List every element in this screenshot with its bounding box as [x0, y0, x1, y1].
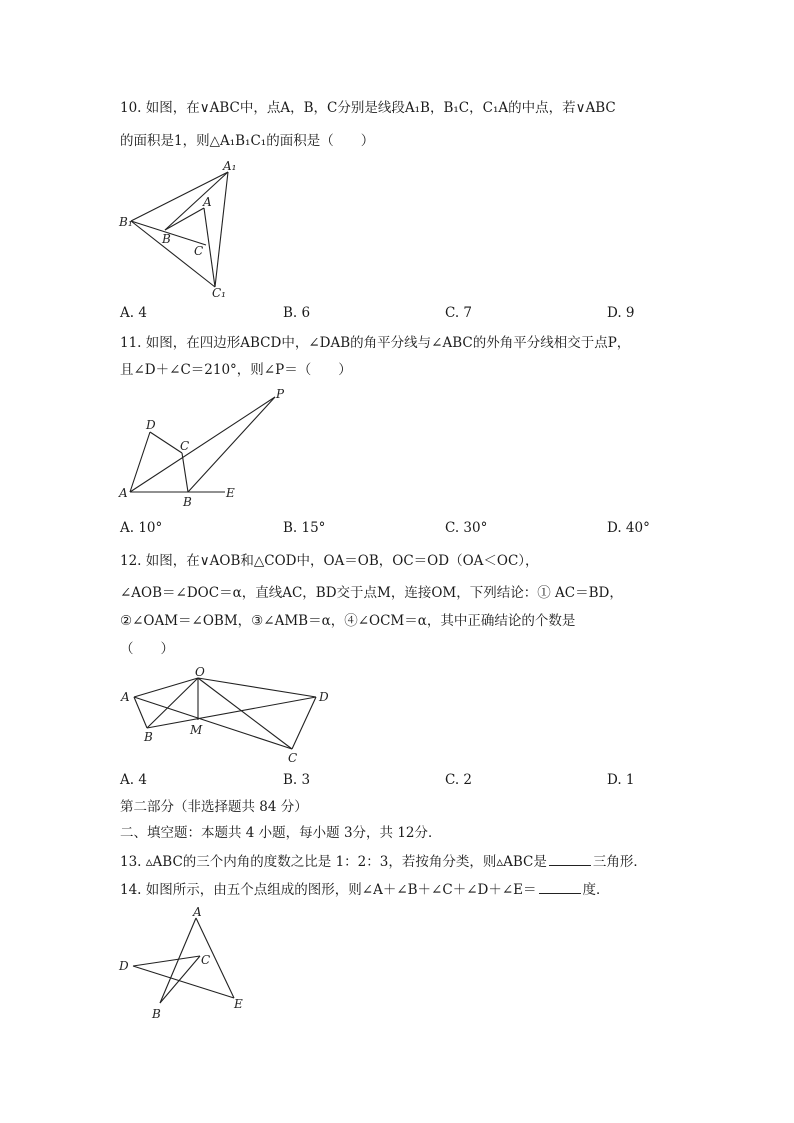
- q12-option-c[interactable]: C. 2: [445, 772, 473, 788]
- q14-stem: [120, 879, 610, 900]
- q12-label-O: O: [195, 665, 205, 679]
- q14-text-after: 度．: [582, 882, 610, 898]
- q14-label-A: A: [193, 905, 202, 919]
- section-fill-in-heading: 二、填空题：本题共 4 小题，每小题 3分，共 12分．: [120, 825, 442, 841]
- q12-stem-line3: ②∠OAM＝∠OBM，③∠AMB＝α，④∠OCM＝α，其中正确结论的个数是: [120, 613, 576, 629]
- q14-answer-blank[interactable]: [539, 879, 581, 894]
- q13-text-after: 三角形．: [592, 854, 647, 870]
- q14-text-before: 14. 如图所示，由五个点组成的图形，则∠A＋∠B＋∠C＋∠D＋∠E＝: [120, 882, 537, 898]
- q12-option-a[interactable]: A. 4: [120, 772, 147, 788]
- q11-label-C: C: [180, 439, 190, 453]
- q12-label-B: B: [144, 730, 153, 744]
- q10-stem-line1: 10. 如图，在∨ABC中，点A，B，C分别是线段A₁B，B₁C，C₁A的中点，若∨ABC: [120, 100, 616, 116]
- q10-stem-line2: 的面积是1，则△A₁B₁C₁的面积是（ ）: [120, 133, 375, 149]
- q11-option-c[interactable]: C. 30°: [445, 520, 488, 536]
- q11-options: [120, 520, 680, 540]
- q10-option-b[interactable]: B. 6: [283, 305, 311, 321]
- q12-options: [120, 772, 680, 792]
- q10-label-C: C: [194, 244, 204, 258]
- q14-label-C: C: [201, 953, 211, 967]
- q12-label-D: D: [319, 690, 329, 704]
- q11-option-a[interactable]: A. 10°: [120, 520, 163, 536]
- q13-text-before: 13. ▵ABC的三个内角的度数之比是 1：2：3，若按角分类，则▵ABC是: [120, 854, 547, 870]
- q10-label-B1: B₁: [119, 215, 133, 229]
- part-two-heading: 第二部分（非选择题共 84 分）: [120, 799, 308, 815]
- q10-option-d[interactable]: D. 9: [607, 305, 635, 321]
- q11-label-D: D: [146, 418, 156, 432]
- q11-label-B: B: [183, 495, 192, 509]
- q13-answer-blank[interactable]: [549, 851, 591, 866]
- q11-option-d[interactable]: D. 40°: [607, 520, 650, 536]
- q10-options: [120, 305, 680, 325]
- q12-stem-line1: 12. 如图，在∨AOB和△COD中，OA＝OB，OC＝OD（OA＜OC），: [120, 553, 539, 569]
- q12-label-M: M: [190, 723, 203, 737]
- q11-stem-line1: 11. 如图，在四边形ABCD中，∠DAB的角平分线与∠ABC的外角平分线相交于点P，: [120, 335, 631, 351]
- q11-label-P: P: [276, 387, 285, 401]
- q10-label-C1: C₁: [212, 286, 226, 300]
- q12-label-C: C: [288, 751, 298, 765]
- q12-option-b[interactable]: B. 3: [283, 772, 311, 788]
- q11-stem-line2: 且∠D＋∠C＝210°，则∠P＝（ ）: [120, 362, 352, 378]
- q10-label-A1: A₁: [223, 159, 237, 173]
- q13-stem: [120, 851, 647, 872]
- q12-figure: [120, 665, 329, 765]
- q11-option-b[interactable]: B. 15°: [283, 520, 326, 536]
- q12-stem-line2: ∠AOB＝∠DOC＝α，直线AC，BD交于点M，连接OM，下列结论：① AC＝BD，: [120, 585, 623, 601]
- q14-label-B: B: [152, 1007, 161, 1021]
- q11-figure: [118, 387, 285, 509]
- q11-label-E: E: [226, 486, 235, 500]
- q10-label-A: A: [203, 195, 212, 209]
- q12-stem-line4: （ ）: [120, 641, 174, 657]
- q14-figure: [118, 905, 243, 1021]
- q10-option-a[interactable]: A. 4: [120, 305, 147, 321]
- q12-option-d[interactable]: D. 1: [607, 772, 635, 788]
- q14-label-E: E: [234, 997, 243, 1011]
- q12-label-A: A: [121, 690, 130, 704]
- q10-option-c[interactable]: C. 7: [445, 305, 473, 321]
- q10-figure: [118, 159, 236, 300]
- q10-label-B: B: [162, 232, 171, 246]
- q14-label-D: D: [119, 959, 129, 973]
- q11-label-A: A: [119, 486, 128, 500]
